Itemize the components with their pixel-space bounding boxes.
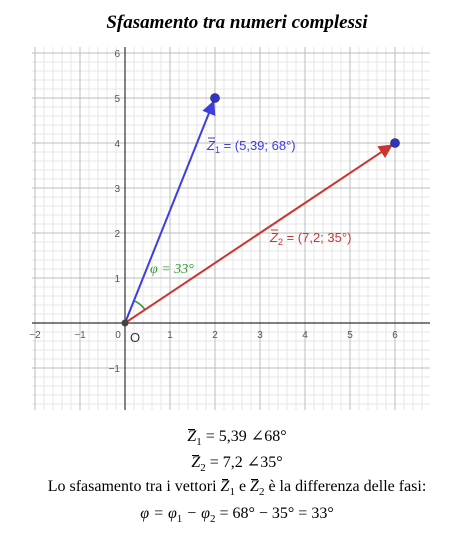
major-grid	[32, 47, 430, 410]
z1-point	[211, 94, 220, 103]
x-tick-label: 6	[392, 330, 398, 341]
x-tick-label: 0	[115, 330, 121, 341]
y-tick-label: 3	[114, 184, 120, 195]
minor-grid	[32, 47, 430, 410]
phase-sentence: Lo sfasamento tra i vettori $Z_1$ e $Z_2$ è la differenza delle fasi:	[47, 478, 427, 499]
y-tick-label: −1	[108, 364, 120, 375]
z2-point	[391, 139, 400, 148]
y-tick-label: 2	[114, 229, 120, 240]
z2-label: $Z_2 = (7,2$; 35°)	[270, 230, 352, 247]
x-tick-label: 4	[302, 330, 308, 341]
y-tick-label: 1	[114, 274, 120, 285]
x-tick-label: 2	[212, 330, 218, 341]
axes	[32, 47, 430, 410]
z1-vector	[125, 102, 214, 323]
y-tick-label: 4	[114, 139, 120, 150]
z1-label: $Z_1 = (5,39$; 68°)	[207, 138, 296, 155]
formula-z2: $Z_2 = 7,2$ ∠35°	[191, 454, 283, 475]
origin-label: O	[129, 330, 141, 345]
x-tick-label: 5	[347, 330, 353, 341]
x-tick-label: 1	[167, 330, 173, 341]
y-tick-label: 5	[114, 94, 120, 105]
phase-difference-formula: $\varphi = \varphi_1 - \varphi_2 = 68^\circ - 35^\circ = 33^\circ$	[140, 505, 334, 526]
y-tick-label: 6	[114, 49, 120, 60]
page-title: Sfasamento tra numeri complessi	[106, 12, 368, 33]
phase-angle-label: φ = 33°	[150, 262, 194, 277]
formula-z1: $Z_1 = 5,39$ ∠68°	[187, 428, 287, 449]
x-tick-label: −2	[29, 330, 41, 341]
x-tick-label: 3	[257, 330, 263, 341]
origin-point	[122, 320, 129, 327]
x-tick-label: −1	[74, 330, 86, 341]
